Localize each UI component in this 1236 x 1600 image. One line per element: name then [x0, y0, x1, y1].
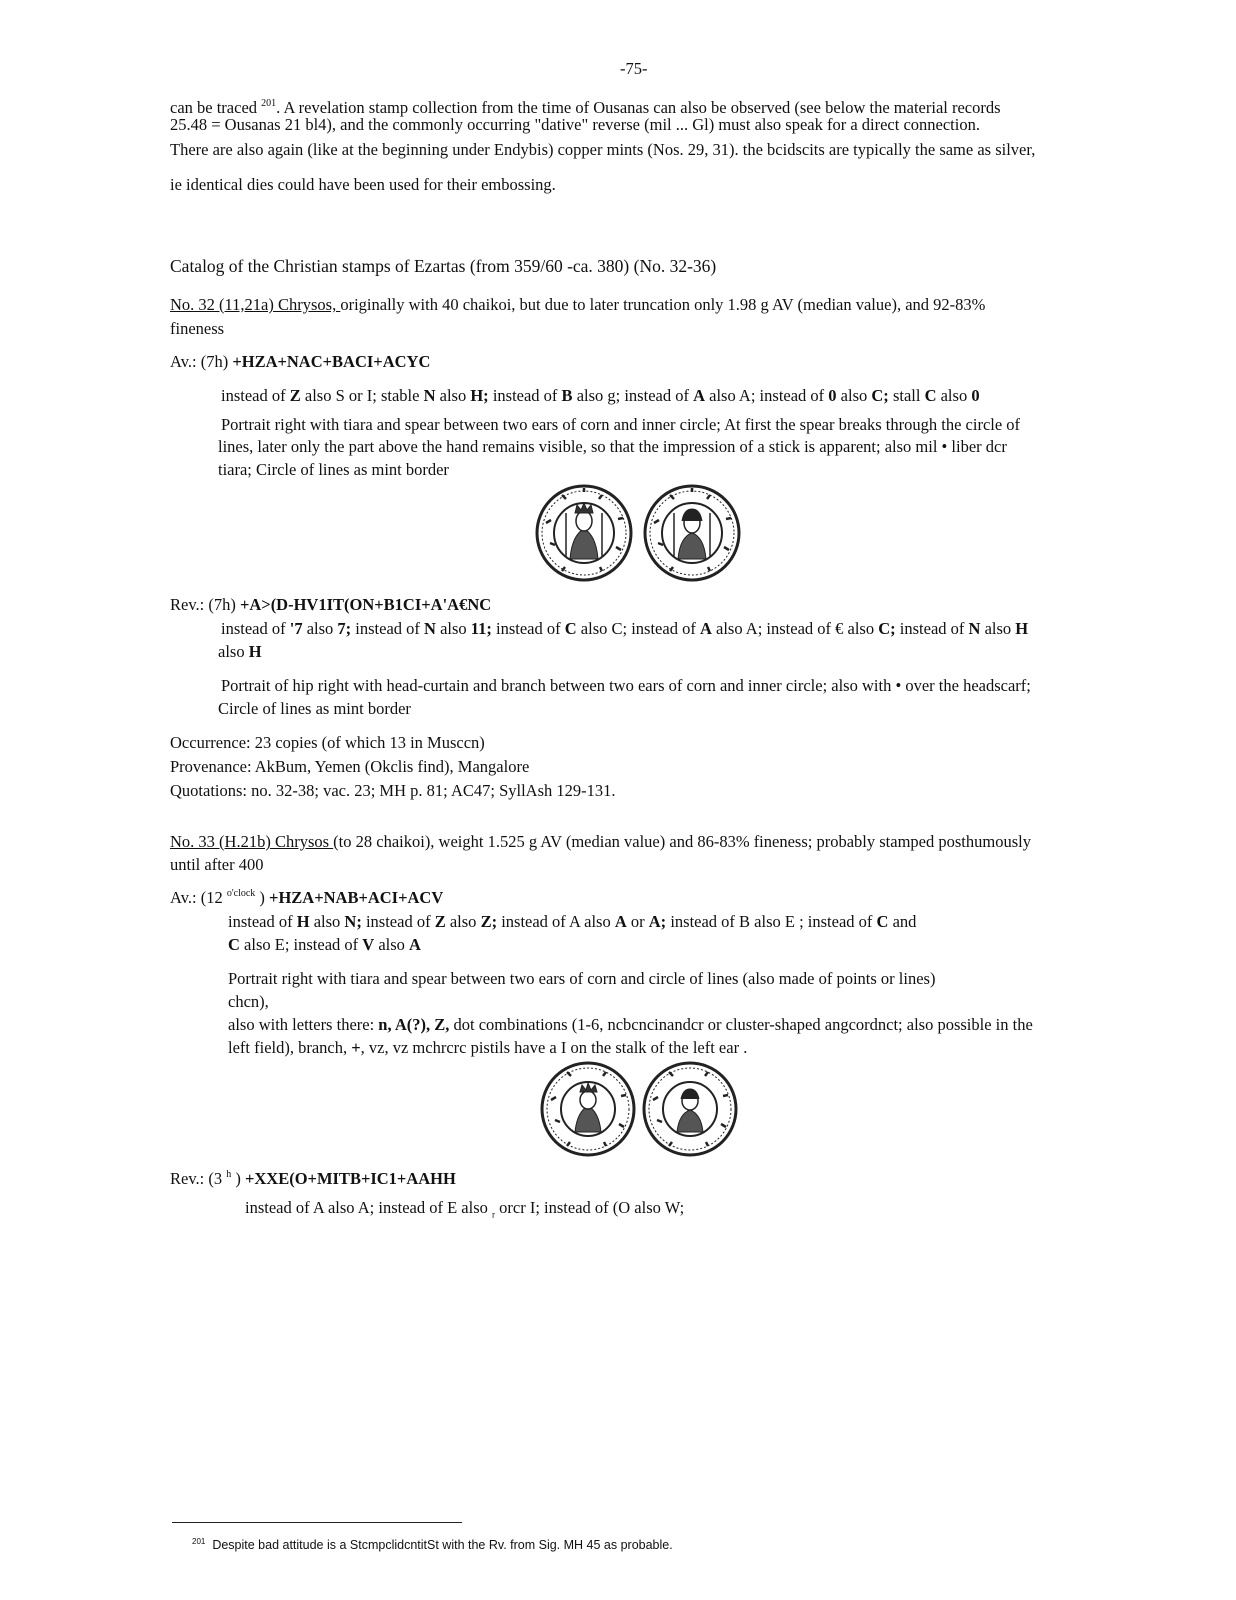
intro-line-1: can be traced $^{201}$. A revelation stamp collection from the time of Ousanas can also be observed (see below the material records	[170, 98, 1001, 117]
entry-33-title-cont: until after 400	[170, 855, 264, 874]
entry-33-obverse-desc-4: left field), branch, +, vz, vz mchrcrc pistils have a I on the stalk of the left ear .	[228, 1038, 748, 1057]
coin-33-reverse	[644, 1063, 736, 1155]
coin-32-image	[532, 483, 744, 583]
coin-32-reverse	[645, 486, 739, 580]
entry-32-title-cont: fineness	[170, 319, 225, 338]
catalog-heading: Catalog of the Christian stamps of Ezartas (from 359/60 -ca. 380) (No. 32-36)	[170, 256, 717, 276]
entry-32-obverse-desc-2: lines, later only the part above the hand remains visible, so that the impression of a stick is apparent; also mil • liber dcr	[218, 437, 1007, 456]
intro-line-2: 25.48 = Ousanas 21 bl4), and the commonly occurring "dative" reverse (mil ... Gl) must also speak for a direct connection.	[170, 115, 980, 134]
entry-32-reverse-variants: instead of '7 also 7; instead of N also 11; instead of C also C; instead of A also A; instead of € also C; instead of N also H	[221, 619, 1029, 638]
entry-33-obverse-legend: Av.: (12 $^{o'clock}$ ) +HZA+NAB+ACI+ACV	[170, 888, 444, 907]
entry-32-reverse-desc-2: Circle of lines as mint border	[218, 699, 411, 718]
entry-32-reverse-desc-1: Portrait of hip right with head-curtain and branch between two ears of corn and inner circle; also with • over the headscarf;	[221, 676, 1031, 695]
entry-32-occurrence: Occurrence: 23 copies (of which 13 in Musccn)	[170, 733, 485, 752]
coin-32-obverse	[537, 486, 631, 580]
entry-33-obverse-desc-2: chcn),	[228, 992, 269, 1011]
footnote-201: $^{201}$ Despite bad attitude is a StcmpclidcntitSt with the Rv. from Sig. MH 45 as probable.	[192, 1537, 673, 1552]
entry-32-reverse-variants-cont: also H	[218, 642, 262, 661]
entry-32-quotations: Quotations: no. 32-38; vac. 23; MH p. 81; AC47; SyllAsh 129-131.	[170, 781, 616, 800]
entry-32-obverse-variants: instead of Z also S or I; stable N also H; instead of B also g; instead of A also A; instead of 0 also C; stall C also 0	[221, 386, 980, 405]
intro-line-4: ie identical dies could have been used for their embossing.	[170, 175, 556, 194]
entry-33-reverse-legend: Rev.: (3 $^h$ ) +XXE(O+MITB+IC1+AAHH	[170, 1169, 456, 1188]
footnote-ref-201[interactable]: 201	[261, 98, 277, 109]
entry-33-reverse-variants: instead of A also A; instead of E also $_r$ orcr I; instead of (O also W;	[245, 1198, 685, 1220]
coin-33-image	[538, 1060, 740, 1158]
entry-32-obverse-desc-3: tiara; Circle of lines as mint border	[218, 460, 449, 479]
entry-32-title: No. 32 (11,21a) Chrysos, originally with 40 chaikoi, but due to later truncation only 1.98 g AV (median value), and 92-83%	[170, 295, 986, 314]
footnote-divider	[172, 1522, 462, 1523]
entry-33-obverse-variants-2: C also E; instead of V also A	[228, 935, 421, 954]
page-number: -75-	[620, 59, 648, 78]
coin-33-obverse	[542, 1063, 634, 1155]
intro-line-3: There are also again (like at the beginning under Endybis) copper mints (Nos. 29, 31). the bcidscits are typically the same as silver,	[170, 140, 1036, 159]
entry-32-reverse-legend: Rev.: (7h) +A>(D-HV1IT(ON+B1CI+A'A€NC	[170, 595, 492, 614]
entry-32-obverse-legend: Av.: (7h) +HZA+NAC+BACI+ACYC	[170, 352, 431, 371]
entry-32-provenance: Provenance: AkBum, Yemen (Okclis find), Mangalore	[170, 757, 530, 776]
entry-33-obverse-desc-3: also with letters there: n, A(?), Z, dot combinations (1-6, ncbcncinandcr or cluster-shaped angcordnct; also possible in the	[228, 1015, 1033, 1034]
entry-33-obverse-variants-1: instead of H also N; instead of Z also Z; instead of A also A or A; instead of B also E ; instead of C and	[228, 912, 917, 931]
entry-32-obverse-desc-1: Portrait right with tiara and spear between two ears of corn and inner circle; At first the spear breaks through the circle of	[221, 415, 1021, 434]
entry-33-obverse-desc-1: Portrait right with tiara and spear between two ears of corn and circle of lines (also made of points or lines)	[228, 969, 936, 988]
entry-33-title: No. 33 (H.21b) Chrysos (to 28 chaikoi), weight 1.525 g AV (median value) and 86-83% fineness; probably stamped posthumously	[170, 832, 1031, 851]
